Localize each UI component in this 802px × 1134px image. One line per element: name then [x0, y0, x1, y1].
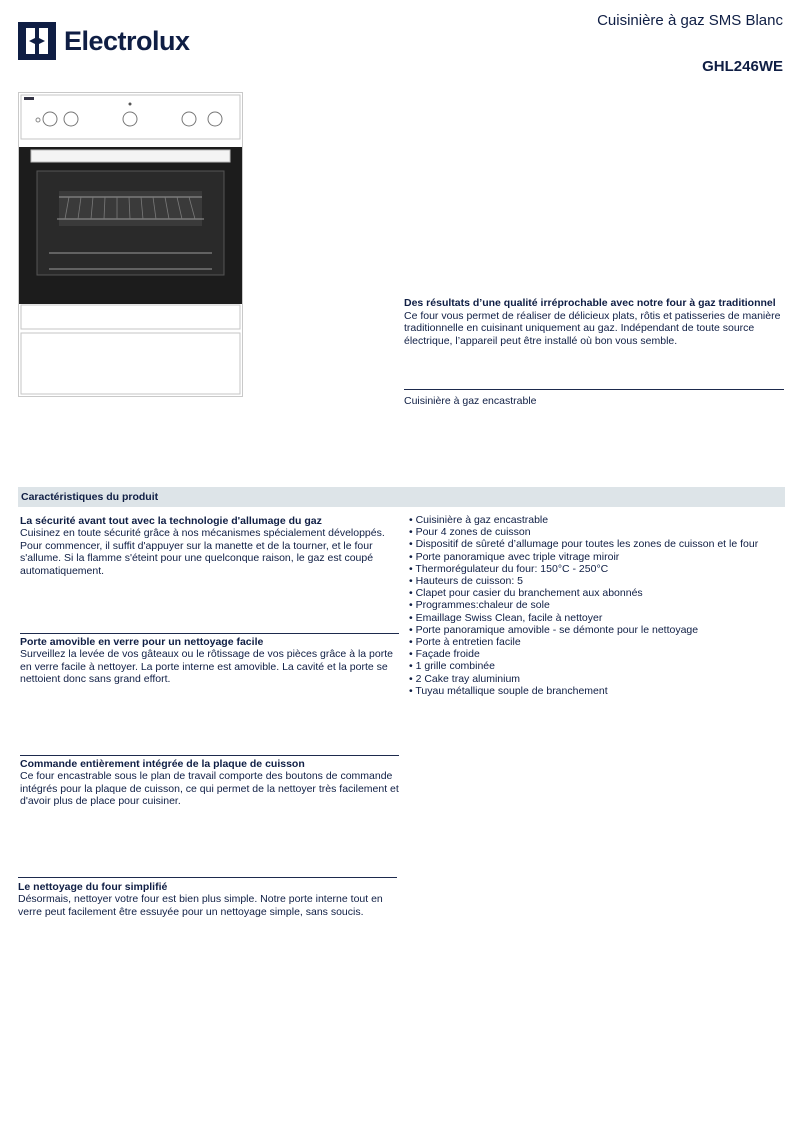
- feature-block: [20, 758, 400, 808]
- feature-title: La sécurité avant tout avec la technologie d'allumage du gaz: [20, 515, 322, 527]
- divider: [20, 755, 399, 756]
- spec-item: • Programmes:chaleur de sole: [409, 599, 789, 611]
- feature-block: [20, 515, 400, 577]
- intro-body: Ce four vous permet de réaliser de délicieux plats, rôtis et patisseries de manière traditionnelle en cuisinant uniquement au gaz. Indépendant de toute source électrique, l’appareil peut être installé où bon vous semble.: [404, 309, 781, 347]
- electrolux-logo-icon: [18, 22, 56, 60]
- spec-item: • Façade froide: [409, 648, 789, 660]
- spec-item: • Porte à entretien facile: [409, 636, 789, 648]
- spec-item: • 1 grille combinée: [409, 660, 789, 672]
- feature-body: Ce four encastrable sous le plan de travail comporte des boutons de commande intégrés pour la plaque de cuisson, ce qui permet de la nettoyer très facilement et d'avoir plus de place pour cuisiner.: [20, 770, 399, 808]
- feature-title: Porte amovible en verre pour un nettoyage facile: [20, 636, 264, 648]
- spec-item: • Hauteurs de cuisson: 5: [409, 575, 789, 587]
- characteristics-heading: Caractéristiques du produit: [21, 491, 159, 503]
- spec-item: • Clapet pour casier du branchement aux abonnés: [409, 587, 789, 599]
- feature-title: Commande entièrement intégrée de la plaque de cuisson: [20, 758, 305, 770]
- product-title: Cuisinière à gaz SMS Blanc: [597, 12, 783, 29]
- spec-item: • Emaillage Swiss Clean, facile à nettoyer: [409, 612, 789, 624]
- spec-item: • Tuyau métallique souple de branchement: [409, 685, 789, 697]
- intro-section: [404, 297, 784, 347]
- feature-block: [20, 636, 400, 686]
- product-model: GHL246WE: [702, 58, 783, 75]
- spec-list: [409, 514, 789, 697]
- characteristics-header: [18, 487, 785, 507]
- spec-item: • Porte panoramique avec triple vitrage miroir: [409, 551, 789, 563]
- divider: [18, 877, 397, 878]
- feature-block: [18, 881, 398, 918]
- divider: [20, 633, 399, 634]
- feature-body: Cuisinez en toute sécurité grâce à nos mécanismes spécialement développés. Pour commencer, il suffit d'appuyer sur la manette et de la tourner, et le four s'allume. Si la flamme s'éteint pour une quelconque raison, le gaz est coupé automatiquement.: [20, 527, 385, 577]
- spec-item: • Cuisinière à gaz encastrable: [409, 514, 789, 526]
- intro-heading: Des résultats d’une qualité irréprochable avec notre four à gaz traditionnel: [404, 297, 776, 309]
- product-subtype: Cuisinière à gaz encastrable: [404, 395, 537, 407]
- divider: [404, 389, 784, 390]
- product-image: [18, 92, 243, 397]
- feature-title: Le nettoyage du four simplifié: [18, 881, 168, 893]
- feature-body: Surveillez la levée de vos gâteaux ou le rôtissage de vos pièces grâce à la porte en verre facile à nettoyer. La porte interne est amovible. La cavité et la porte se nettoient donc sans grand effort.: [20, 648, 393, 686]
- brand-logo: [18, 22, 190, 60]
- spec-item: • 2 Cake tray aluminium: [409, 673, 789, 685]
- spec-item: • Thermorégulateur du four: 150°C - 250°C: [409, 563, 789, 575]
- brand-name: Electrolux: [64, 25, 190, 56]
- spec-item: • Dispositif de sûreté d’allumage pour toutes les zones de cuisson et le four: [409, 538, 789, 550]
- spec-item: • Porte panoramique amovible - se démonte pour le nettoyage: [409, 624, 789, 636]
- spec-item: • Pour 4 zones de cuisson: [409, 526, 789, 538]
- feature-body: Désormais, nettoyer votre four est bien plus simple. Notre porte interne tout en verre peut facilement être essuyée pour un nettoyage simple, sans soucis.: [18, 893, 383, 918]
